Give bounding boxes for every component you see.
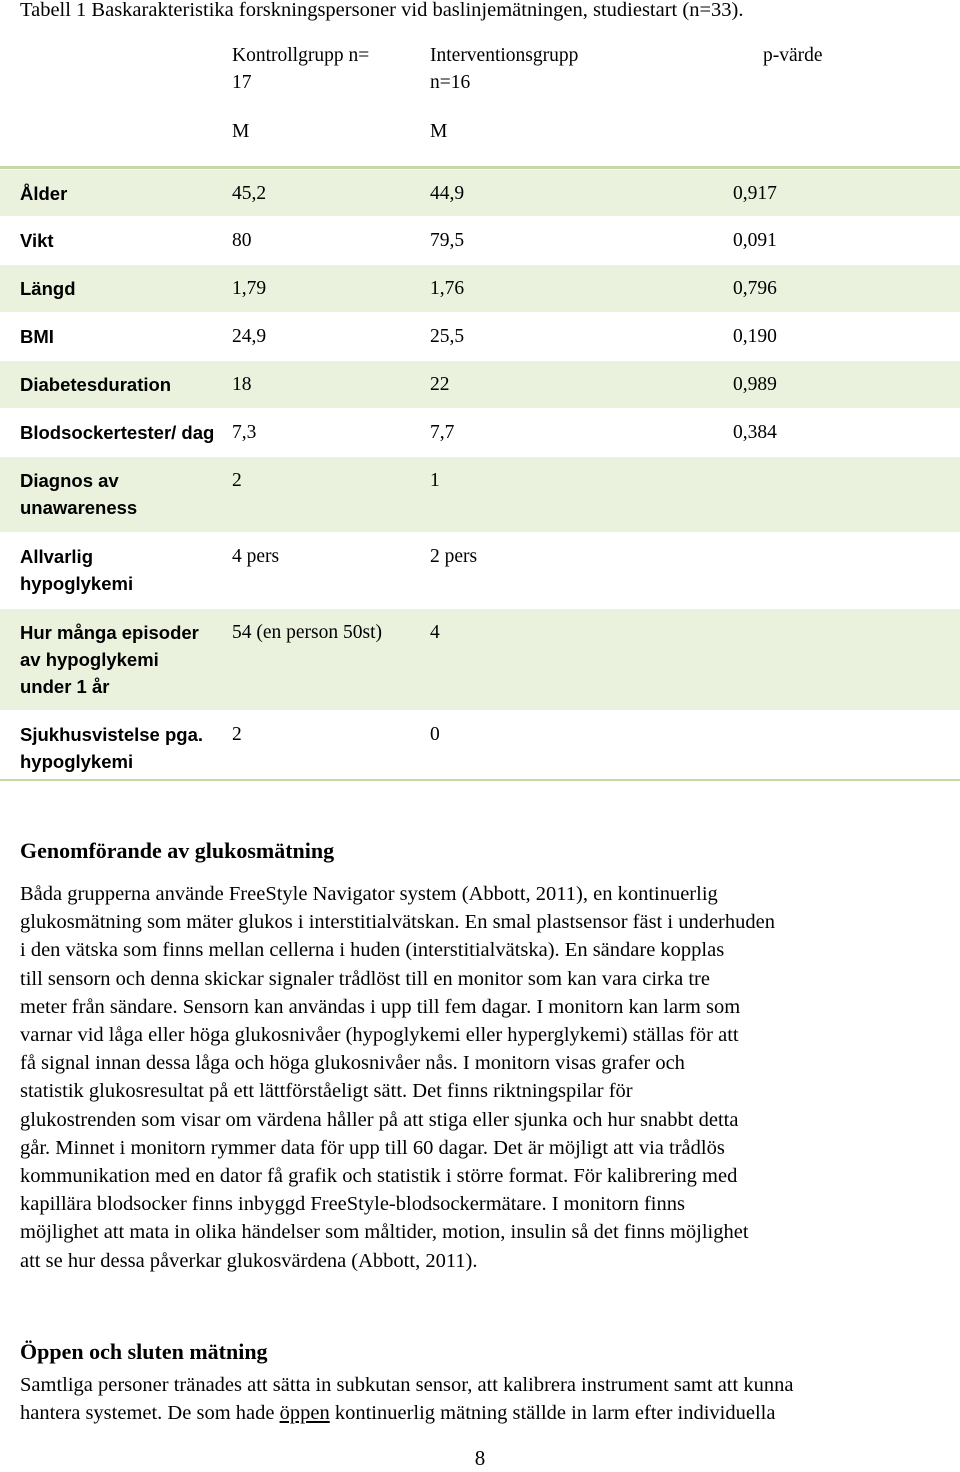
row-label: Diabetesduration xyxy=(20,374,172,395)
page-number: 8 xyxy=(474,1446,486,1470)
text-line: möjlighet att mata in olika händelser som måltider, motion, insulin så det finns möjlighet xyxy=(20,1221,749,1244)
row-label-line: Diagnos av xyxy=(20,470,119,491)
text-line: går. Minnet i monitorn rymmer data för upp till 60 dagar. Det är möjligt att via trådlös xyxy=(20,1136,725,1159)
text-line: få signal innan dessa låga och höga glukosnivåer nås. I monitorn visas grafer och xyxy=(20,1052,685,1075)
row-label: BMI xyxy=(20,326,54,347)
row-label-line: av hypoglykemi xyxy=(20,649,159,670)
text-segment: hantera systemet. De som hade xyxy=(20,1402,280,1425)
row-intervention-value: 22 xyxy=(430,374,450,395)
row-label-line: Hur många episoder xyxy=(20,622,199,643)
row-control-value: 4 pers xyxy=(232,546,280,567)
row-intervention-value: 79,5 xyxy=(430,230,465,251)
row-label: Längd xyxy=(20,278,76,299)
row-label: Vikt xyxy=(20,230,54,251)
section-heading-glucose-measurement: Genomförande av glukosmätning xyxy=(20,838,335,863)
table-row xyxy=(0,710,960,787)
row-intervention-value: 0 xyxy=(430,724,440,745)
text-line: kapillära blodsocker finns inbyggd FreeStyle-blodsockermätare. I monitorn finns xyxy=(20,1193,685,1216)
text-line: Båda grupperna använde FreeStyle Navigator system (Abbott, 2011), en kontinuerlig xyxy=(20,883,718,905)
text-line: glukostrenden som visar om värdena håller på att stiga eller sjunka och hur snabbt detta xyxy=(20,1108,739,1131)
row-label xyxy=(20,721,220,775)
row-control-value: 80 xyxy=(232,230,252,251)
row-intervention-value: 7,7 xyxy=(430,422,455,443)
text-line: statistik glukosresultat på ett lättförståeligt sätt. Det finns riktningspilar för xyxy=(20,1080,633,1103)
row-pvalue: 0,190 xyxy=(733,326,777,347)
header-control-line2: 17 xyxy=(232,72,252,93)
text-line: meter från sändare. Sensorn kan användas i upp till fem dagar. I monitorn kan larm som xyxy=(20,995,741,1018)
row-label xyxy=(20,467,220,521)
text-segment: kontinuerlig mätning ställde in larm efter individuella xyxy=(329,1402,776,1425)
table-row xyxy=(0,456,960,532)
table-row xyxy=(0,312,960,360)
table-row xyxy=(0,216,960,264)
row-control-value: 2 xyxy=(232,470,242,491)
row-control-value: 7,3 xyxy=(232,422,257,443)
header-intervention-group xyxy=(430,42,578,96)
row-label-line: hypoglykemi xyxy=(20,751,134,772)
text-line: varnar vid låga eller höga glukosnivåer (hypoglykemi eller hyperglykemi) ställas för att xyxy=(20,1024,739,1047)
baseline-characteristics-table xyxy=(0,32,960,787)
row-label-line: hypoglykemi xyxy=(20,573,134,594)
row-intervention-value: 4 xyxy=(430,622,440,643)
row-label: Ålder xyxy=(20,183,68,204)
table-header-row xyxy=(0,32,960,169)
row-label xyxy=(20,619,220,700)
table-row xyxy=(0,360,960,408)
text-line: Samtliga personer tränades att sätta in subkutan sensor, att kalibrera instrument samt att kunna xyxy=(20,1374,794,1396)
row-control-value: 54 (en person 50st) xyxy=(232,622,383,643)
row-intervention-value: 1 xyxy=(430,470,440,491)
row-label xyxy=(20,543,220,597)
table-row xyxy=(0,608,960,710)
table-row xyxy=(0,532,960,608)
text-line: i den vätska som finns mellan cellerna i huden (interstitialvätska). En sändare kopplas xyxy=(20,939,725,962)
underlined-word: öppen xyxy=(279,1402,330,1425)
header-pvalue: p-värde xyxy=(763,45,823,66)
row-label-line: Allvarlig xyxy=(20,546,93,567)
row-pvalue: 0,384 xyxy=(733,422,777,443)
header-intervention-mean: M xyxy=(430,121,448,142)
row-control-value: 45,2 xyxy=(232,183,267,204)
row-pvalue: 0,989 xyxy=(733,374,777,395)
section-body-glucose-measurement xyxy=(20,880,950,1275)
header-intervention-line2: n=16 xyxy=(430,72,471,93)
row-control-value: 1,79 xyxy=(232,278,267,299)
header-control-line1: Kontrollgrupp n= xyxy=(232,45,370,66)
text-line: att se hur dessa påverkar glukosvärdena (Abbott, 2011). xyxy=(20,1249,478,1272)
text-line xyxy=(20,1399,950,1427)
row-intervention-value: 2 pers xyxy=(430,546,478,567)
header-control-mean: M xyxy=(232,121,250,142)
row-control-value: 18 xyxy=(232,374,252,395)
text-line: till sensorn och denna skickar signaler trådlöst till en monitor som kan vara cirka tre xyxy=(20,967,710,990)
section-body-open-closed-measurement xyxy=(20,1371,950,1427)
row-label: Blodsockertester/ dag xyxy=(20,422,215,443)
table-row xyxy=(0,408,960,456)
row-label-line: unawareness xyxy=(20,497,138,518)
row-pvalue: 0,091 xyxy=(733,230,777,251)
row-intervention-value: 1,76 xyxy=(430,278,465,299)
table-bottom-border xyxy=(0,779,960,781)
row-pvalue: 0,917 xyxy=(733,183,777,204)
row-pvalue: 0,796 xyxy=(733,278,777,299)
section-heading-open-closed-measurement: Öppen och sluten mätning xyxy=(20,1339,268,1364)
header-control-group xyxy=(232,42,369,96)
row-control-value: 24,9 xyxy=(232,326,267,347)
text-line: glukosmätning som mäter glukos i interstitialvätskan. En smal plastsensor fäst i underhuden xyxy=(20,911,775,934)
header-intervention-line1: Interventionsgrupp xyxy=(430,45,579,66)
table-row xyxy=(0,264,960,312)
table-row xyxy=(0,169,960,216)
row-intervention-value: 25,5 xyxy=(430,326,465,347)
row-intervention-value: 44,9 xyxy=(430,183,465,204)
row-label-line: Sjukhusvistelse pga. xyxy=(20,724,204,745)
row-label-line: under 1 år xyxy=(20,676,110,697)
row-control-value: 2 xyxy=(232,724,242,745)
table-caption: Tabell 1 Baskarakteristika forskningspersoner vid baslinjemätningen, studiestart (n=33). xyxy=(20,0,744,21)
text-line: kommunikation med en dator få grafik och statistik i större format. För kalibrering med xyxy=(20,1165,738,1188)
